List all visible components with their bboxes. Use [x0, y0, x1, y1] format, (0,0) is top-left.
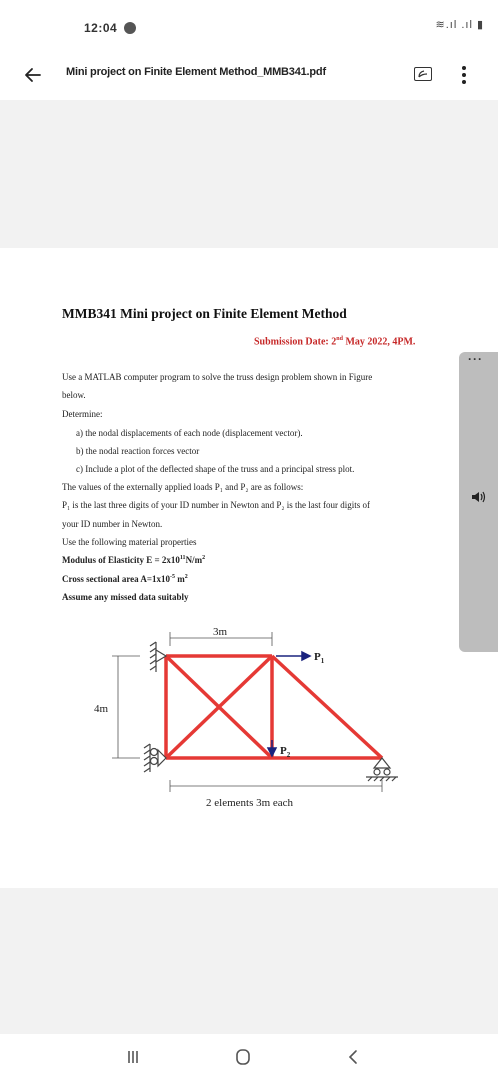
- area-line: Cross sectional area $A=1x10^{-5}$ $m^2$: [62, 574, 188, 584]
- truss-diagram: [80, 616, 420, 856]
- item-b: b) the nodal reaction forces vector: [76, 446, 200, 456]
- pdf-icon: [416, 68, 431, 79]
- more-options-button[interactable]: [454, 63, 474, 87]
- recent-apps-button[interactable]: [118, 1042, 148, 1072]
- document-title: Mini project on Finite Element Method_MMB341.pdf: [66, 66, 326, 78]
- pdf-page: [0, 248, 498, 888]
- roller-support-left: [144, 744, 166, 772]
- fixed-support-top: [150, 642, 166, 672]
- back-nav-button[interactable]: [338, 1042, 368, 1072]
- assume-line: Assume any missed data suitably: [62, 592, 189, 602]
- item-c: c) Include a plot of the deflected shape of the truss and a principal stress plot.: [76, 464, 355, 474]
- chevron-left-icon: [338, 1042, 368, 1072]
- pdf-reader-mode-button[interactable]: [414, 67, 432, 81]
- truss-figure: [80, 616, 420, 856]
- signal-battery-icons: ≋.ıl .ıl ▮: [435, 19, 484, 31]
- status-time: 12:04: [84, 21, 118, 35]
- more-vertical-icon: [454, 63, 474, 87]
- truss-member-outer-diagonal: [272, 656, 382, 758]
- modulus-line: Modulus of Elasticity $E = 2x10^{11}N/m^2$: [62, 555, 206, 565]
- system-nav-bar: [0, 1034, 498, 1080]
- loads-line: The values of the externally applied loads P₁ and P₂ are as follows:: [62, 482, 304, 492]
- load-p1-arrow: [276, 652, 310, 660]
- arrow-left-icon: [18, 60, 48, 90]
- item-a: a) the nodal displacements of each node (displacement vector).: [76, 428, 303, 438]
- read-aloud-button[interactable]: [470, 490, 488, 504]
- bottom-caption: 2 elements 3m each: [206, 797, 294, 809]
- determine-label: Determine:: [62, 409, 103, 419]
- page-gap: [0, 100, 498, 248]
- intro-text-line1: Use a MATLAB computer program to solve the truss design problem shown in Figure: [62, 372, 373, 382]
- intro-text-line2: below.: [62, 390, 86, 400]
- app-bar: [0, 50, 498, 100]
- back-button[interactable]: [18, 60, 48, 90]
- home-button[interactable]: [228, 1042, 258, 1072]
- p1-line1: P₁ is the last three digits of your ID number in Newton and P₂ is the last four digits of: [62, 500, 370, 510]
- status-bar: [0, 0, 498, 50]
- more-horizontal-icon: ···: [468, 352, 483, 366]
- home-icon: [228, 1042, 258, 1072]
- p1-line2: your ID number in Newton.: [62, 519, 163, 529]
- speaker-icon: [470, 490, 488, 504]
- truss-members: [166, 656, 382, 758]
- roller-support-right: [366, 758, 398, 781]
- load-p1-label: $P_1$: [314, 651, 325, 665]
- left-dimension-label: 4m: [94, 703, 109, 715]
- notification-icon: [124, 22, 136, 34]
- recents-icon: [118, 1042, 148, 1072]
- material-line: Use the following material properties: [62, 537, 197, 547]
- page-title: MMB341 Mini project on Finite Element Method: [62, 306, 347, 321]
- top-dimension-label: 3m: [213, 626, 228, 638]
- load-p2-label: $P_2$: [280, 745, 291, 759]
- submission-date: Submission Date: 2nd May 2022, 4PM.: [254, 336, 416, 348]
